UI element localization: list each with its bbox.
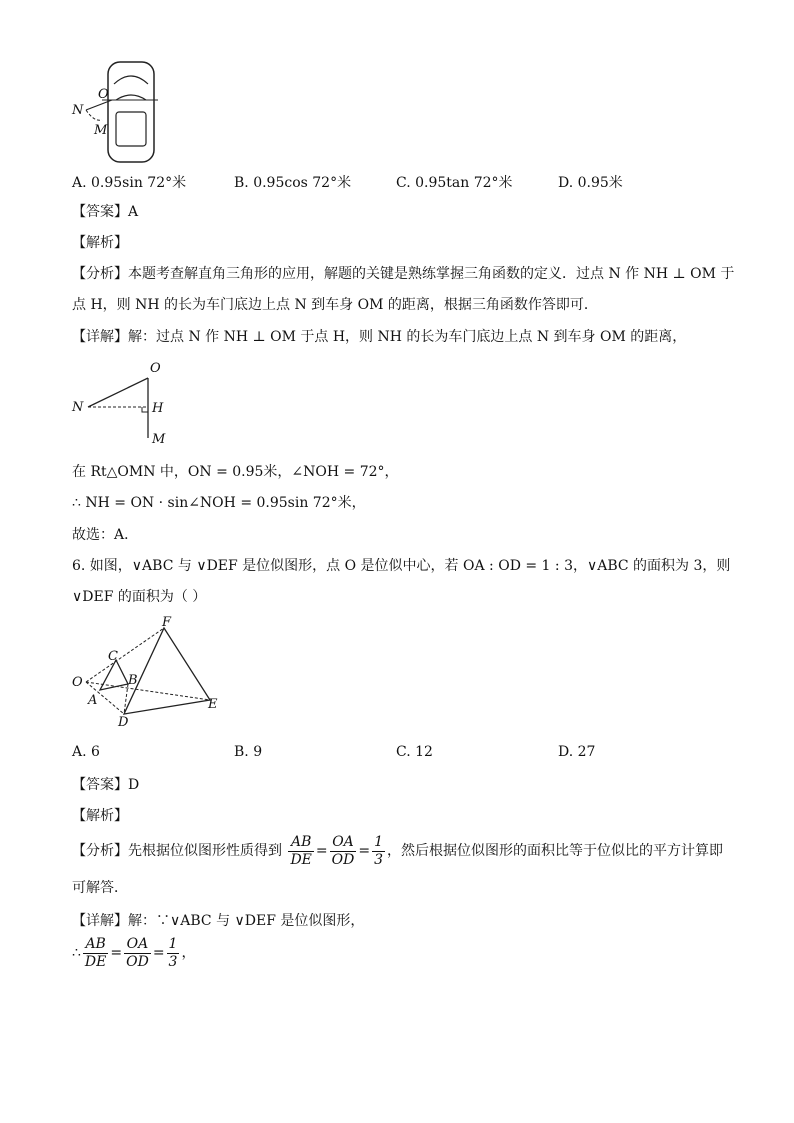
q5-analysis-tag: 【解析】 xyxy=(72,235,128,251)
label-O: O xyxy=(98,87,109,102)
car-roof xyxy=(116,95,146,100)
door-arc xyxy=(86,110,102,120)
fraction-OA-OD: $\frac{OA}{OD}$ xyxy=(126,935,149,970)
detail-text: 解：∵∨ABC 与 ∨DEF 是位似图形， xyxy=(128,913,365,929)
detail-tail: ， xyxy=(181,945,196,961)
answer-tag: 【答案】 xyxy=(72,777,128,793)
ray-OE xyxy=(86,682,210,700)
car-rear-window xyxy=(116,112,146,146)
q6-option-d: D. 27 xyxy=(558,744,596,760)
q6-fenxi-line2: 可解答． xyxy=(72,880,128,896)
label-M: M xyxy=(94,123,108,138)
label-N: N xyxy=(72,400,84,415)
detail-tag: 【详解】 xyxy=(72,913,128,929)
q5-detail-line1 xyxy=(72,327,686,347)
fraction-OA-OD: $\frac{OA}{OD}$ xyxy=(331,833,355,868)
q6-stem-line2: ∨DEF 的面积为（ ） xyxy=(72,589,207,605)
label-D: D xyxy=(118,715,129,730)
car-windshield xyxy=(114,76,148,84)
fenxi-pre: 先根据位似图形性质得到 xyxy=(128,843,282,859)
ray-OF xyxy=(86,628,164,682)
label-O: O xyxy=(150,361,161,376)
fenxi-tag: 【分析】 xyxy=(72,843,128,859)
label-F: F xyxy=(162,615,172,630)
label-O: O xyxy=(72,675,83,690)
car-door-figure xyxy=(66,56,176,166)
q5-option-b: B. 0.95cos 72°米 xyxy=(234,175,352,191)
answer-tag: 【答案】 xyxy=(72,204,128,220)
label-C: C xyxy=(108,649,118,664)
q5-step2: ∴ NH = ON · sin∠NOH = 0.95sin 72°米， xyxy=(72,495,366,511)
label-A: A xyxy=(88,693,98,708)
answer-value: A xyxy=(128,204,139,220)
q6-detail-line1 xyxy=(72,911,364,931)
therefore-symbol: ∴ xyxy=(72,945,81,961)
fraction-1-3: $\frac{1}{3}$ xyxy=(168,935,178,970)
answer-value: D xyxy=(128,777,140,793)
label-M: M xyxy=(152,432,166,447)
q6-option-a: A. 6 xyxy=(72,744,100,760)
q6-detail-line2: ∴ $\frac{AB}{DE}$ = $\frac{OA}{OD}$ = $\frac{1}{3}$ ， xyxy=(72,935,196,970)
segment-NO xyxy=(88,378,148,407)
q6-option-c: C. 12 xyxy=(396,744,433,760)
q5-option-d: D. 0.95米 xyxy=(558,175,623,191)
label-N: N xyxy=(72,103,84,118)
q5-option-a: A. 0.95sin 72°米 xyxy=(72,175,187,191)
q5-step3: 故选：A． xyxy=(72,527,139,543)
fenxi-text: 本题考查解直角三角形的应用，解题的关键是熟练掌握三角函数的定义．过点 N 作 NH ⊥ OM 于 xyxy=(128,266,735,282)
q6-stem-line1: 6. 如图，∨ABC 与 ∨DEF 是位似图形，点 O 是位似中心，若 OA : OD = 1 : 3，∨ABC 的面积为 3，则 xyxy=(72,558,731,574)
triangle-ABC xyxy=(100,660,128,690)
right-angle-mark xyxy=(142,407,148,412)
homothety-figure xyxy=(66,614,236,738)
label-E: E xyxy=(208,697,218,712)
detail-text: 解：过点 N 作 NH ⊥ OM 于点 H，则 NH 的长为车门底边上点 N 到车身 OM 的距离， xyxy=(128,329,687,345)
q5-option-c: C. 0.95tan 72°米 xyxy=(396,175,513,191)
q6-fenxi-line1: 【分析】先根据位似图形性质得到 $\frac{AB}{DE}$ = $\frac{OA}{OD}$ = $\frac{1}{3}$ ，然后根据位似图形的面积比等于位似比的平方计算即 xyxy=(72,833,723,868)
q6-answer xyxy=(72,775,139,795)
q6-option-b: B. 9 xyxy=(234,744,263,760)
label-H: H xyxy=(152,401,164,416)
fraction-1-3: $\frac{1}{3}$ xyxy=(374,833,383,868)
label-B: B xyxy=(128,673,138,688)
q5-fenxi-line1 xyxy=(72,264,734,284)
detail-tag: 【详解】 xyxy=(72,329,128,345)
nh-figure xyxy=(66,356,186,448)
q5-step1: 在 Rt△OMN 中，ON = 0.95米，∠NOH = 72°， xyxy=(72,464,399,480)
fraction-AB-DE: $\frac{AB}{DE}$ xyxy=(84,935,107,970)
fenxi-post: ，然后根据位似图形的面积比等于位似比的平方计算即 xyxy=(387,843,723,859)
q6-analysis-tag: 【解析】 xyxy=(72,808,128,824)
triangle-DEF xyxy=(124,628,210,714)
fraction-AB-DE: $\frac{AB}{DE}$ xyxy=(290,833,312,868)
fenxi-tag: 【分析】 xyxy=(72,266,128,282)
q5-fenxi-line2: 点 H，则 NH 的长为车门底边上点 N 到车身 OM 的距离，根据三角函数作答即可． xyxy=(72,297,598,313)
q5-answer xyxy=(72,202,138,222)
